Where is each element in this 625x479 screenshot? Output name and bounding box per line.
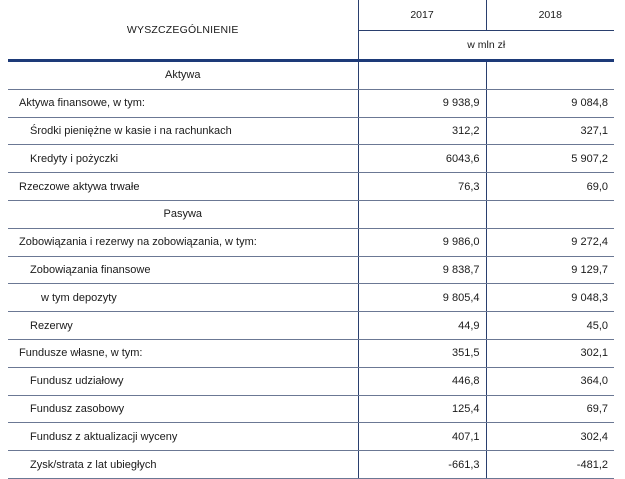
row-label: Rzeczowe aktywa trwałe — [8, 173, 358, 201]
value-2018: 302,4 — [486, 423, 614, 451]
value-2018: 364,0 — [486, 367, 614, 395]
row-label: w tym depozyty — [8, 284, 358, 312]
header-unit: w mln zł — [358, 31, 614, 61]
row-label: Fundusz zasobowy — [8, 395, 358, 423]
table-row — [8, 395, 614, 423]
table-row — [8, 312, 614, 340]
table-row — [8, 117, 614, 145]
value-2018: 9 272,4 — [486, 228, 614, 256]
row-label: Środki pieniężne w kasie i na rachunkach — [8, 117, 358, 145]
row-label: Rezerwy — [8, 312, 358, 340]
header-year-2017: 2017 — [358, 0, 486, 31]
value-2018: 45,0 — [486, 312, 614, 340]
value-2018: 327,1 — [486, 117, 614, 145]
value-2018 — [486, 62, 614, 89]
table-row — [8, 284, 614, 312]
value-2017: 76,3 — [358, 173, 486, 201]
table-row — [8, 367, 614, 395]
value-2018: 9 084,8 — [486, 89, 614, 117]
header-title: WYSZCZEGÓLNIENIE — [126, 23, 239, 36]
section-row-liabilities — [8, 200, 614, 228]
row-label: Zysk/strata z lat ubiegłych — [8, 451, 358, 479]
value-2018: 9 048,3 — [486, 284, 614, 312]
row-label: Fundusze własne, w tym: — [8, 339, 358, 367]
table-row — [8, 423, 614, 451]
row-label: Aktywa finansowe, w tym: — [8, 89, 358, 117]
section-label: Aktywa — [8, 62, 358, 89]
value-2018: 69,7 — [486, 395, 614, 423]
value-2017: 9 938,9 — [358, 89, 486, 117]
value-2017: 9 838,7 — [358, 256, 486, 284]
value-2017: 407,1 — [358, 423, 486, 451]
table-row — [8, 173, 614, 201]
section-label: Pasywa — [8, 200, 358, 228]
value-2018 — [486, 200, 614, 228]
value-2017: -661,3 — [358, 451, 486, 479]
table-row — [8, 256, 614, 284]
header-year-2018: 2018 — [486, 0, 614, 31]
financial-table — [8, 0, 614, 479]
row-label: Fundusz udziałowy — [8, 367, 358, 395]
value-2017: 351,5 — [358, 339, 486, 367]
row-label: Zobowiązania finansowe — [8, 256, 358, 284]
value-2017: 312,2 — [358, 117, 486, 145]
table-row — [8, 89, 614, 117]
value-2017 — [358, 62, 486, 89]
value-2017: 446,8 — [358, 367, 486, 395]
value-2018: 5 907,2 — [486, 145, 614, 173]
value-2018: 302,1 — [486, 339, 614, 367]
row-label: Zobowiązania i rezerwy na zobowiązania, w tym: — [8, 228, 358, 256]
value-2017 — [358, 200, 486, 228]
table-row — [8, 228, 614, 256]
value-2018: -481,2 — [486, 451, 614, 479]
value-2017: 125,4 — [358, 395, 486, 423]
table-row — [8, 339, 614, 367]
row-label: Fundusz z aktualizacji wyceny — [8, 423, 358, 451]
value-2018: 9 129,7 — [486, 256, 614, 284]
section-row-assets — [8, 62, 614, 89]
value-2017: 9 805,4 — [358, 284, 486, 312]
row-label: Kredyty i pożyczki — [8, 145, 358, 173]
table-row — [8, 451, 614, 479]
value-2017: 6043,6 — [358, 145, 486, 173]
value-2017: 9 986,0 — [358, 228, 486, 256]
table-row — [8, 145, 614, 173]
value-2018: 69,0 — [486, 173, 614, 201]
value-2017: 44,9 — [358, 312, 486, 340]
